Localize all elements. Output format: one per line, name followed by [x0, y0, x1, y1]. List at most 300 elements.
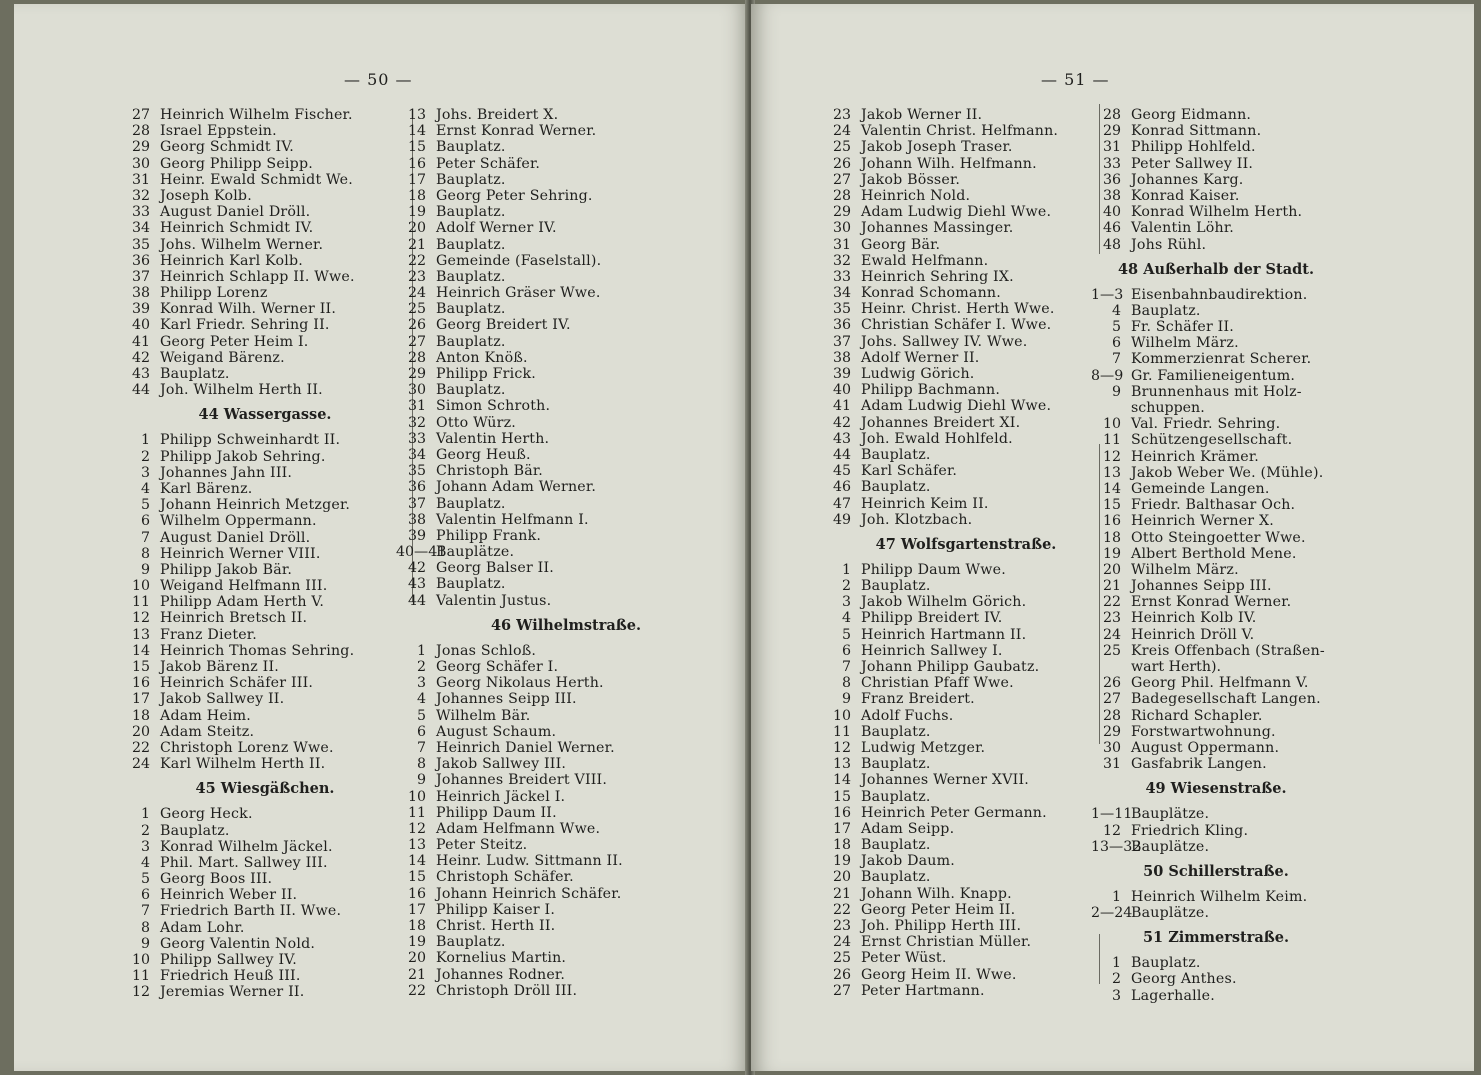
list-item [396, 576, 736, 592]
house-number: 24 [832, 123, 851, 140]
resident-name: Adam Seipp. [861, 820, 955, 837]
list-item [120, 432, 410, 448]
house-number: 32 [832, 252, 851, 269]
resident-name: Konrad Wilhelm Jäckel. [160, 838, 333, 855]
house-number: 1 [841, 561, 851, 578]
resident-name: Peter Schäfer. [436, 155, 541, 172]
house-number: 38 [1102, 187, 1121, 204]
list-item [821, 156, 1111, 172]
house-number: 27 [407, 333, 426, 350]
house-number: 5 [140, 871, 150, 888]
house-number: 23 [832, 918, 851, 934]
resident-name: Karl Bärenz. [160, 480, 253, 497]
house-number: 1—11 [1091, 806, 1133, 823]
list-item [120, 936, 410, 952]
list-item [396, 253, 736, 269]
house-number: 32 [131, 187, 150, 204]
list-item [1091, 319, 1341, 335]
resident-name: Adam Ludwig Diehl Wwe. [861, 204, 1052, 221]
list-item [120, 675, 410, 691]
resident-name: Valentin Herth. [436, 430, 550, 447]
right-column-2 [1091, 107, 1341, 1004]
list-item [396, 350, 736, 366]
resident-name: Simon Schroth. [436, 398, 551, 415]
house-number: 9 [1111, 383, 1121, 400]
list-item [1091, 905, 1341, 921]
list-item [821, 821, 1111, 837]
resident-name: Jakob Joseph Traser. [861, 139, 1013, 156]
resident-name: Ludwig Metzger. [861, 739, 986, 756]
list-item [120, 952, 410, 968]
house-number: 40—41 [396, 544, 447, 561]
house-number: 30 [131, 155, 150, 172]
list-item [396, 756, 736, 772]
list-item [1091, 107, 1341, 123]
list-item [1091, 708, 1341, 724]
list-item [120, 839, 410, 855]
resident-name: Val. Friedr. Sehring. [1131, 416, 1281, 433]
resident-name: Heinr. Ludw. Sittmann II. [436, 853, 623, 870]
list-item [821, 950, 1111, 966]
resident-name: Johann Wilh. Knapp. [861, 885, 1012, 902]
list-item [396, 415, 736, 431]
list-item [821, 479, 1111, 495]
resident-name: Philipp Hohlfeld. [1131, 139, 1256, 156]
list-item [396, 382, 736, 398]
list-item [396, 544, 736, 560]
list-item [1091, 971, 1341, 987]
resident-name: Heinrich Werner X. [1131, 513, 1274, 530]
house-number: 12 [832, 739, 851, 756]
house-number: 31 [407, 398, 426, 415]
resident-name: Bauplatz. [861, 446, 931, 463]
resident-name: Peter Hartmann. [861, 982, 985, 999]
list-item [1091, 465, 1341, 481]
house-number: 28 [1102, 707, 1121, 724]
house-number: 41 [131, 333, 150, 350]
house-number: 8 [140, 919, 150, 936]
house-number: 31 [1102, 756, 1121, 773]
resident-name: Georg Bär. [861, 236, 941, 253]
list-item [396, 772, 736, 788]
list-item [1091, 449, 1341, 465]
resident-name: Christian Pfaff Wwe. [861, 675, 1014, 692]
list-item [821, 578, 1111, 594]
list-item [821, 934, 1111, 950]
list-item [821, 691, 1111, 707]
list-item [396, 902, 736, 918]
house-number: 21 [407, 236, 426, 253]
house-number: 46 [832, 479, 851, 496]
entry-continuation: schuppen. [1131, 400, 1205, 416]
resident-name: Christoph Lorenz Wwe. [160, 739, 334, 756]
list-item [120, 708, 410, 724]
resident-name: Adam Steitz. [160, 723, 255, 740]
house-number: 35 [832, 301, 851, 318]
list-item [821, 463, 1111, 479]
resident-name: Jakob Werner II. [861, 107, 983, 123]
resident-name: Weigand Helfmann III. [160, 578, 328, 595]
resident-name: Ernst Christian Müller. [861, 934, 1032, 951]
house-number: 14 [131, 642, 150, 659]
house-number: 13 [407, 837, 426, 854]
resident-name: Bauplatz. [861, 869, 931, 886]
house-number: 33 [407, 430, 426, 447]
house-number: 4 [140, 854, 150, 871]
list-item [1091, 351, 1341, 367]
list-item [120, 350, 410, 366]
house-number: 19 [407, 934, 426, 951]
resident-name: Georg Heck. [160, 806, 253, 823]
list-item [1091, 513, 1341, 529]
house-number: 12 [131, 984, 150, 1001]
resident-name: Georg Peter Heim II. [861, 901, 1016, 918]
resident-name: Bauplätze. [1131, 905, 1210, 922]
house-number: 31 [1102, 139, 1121, 156]
resident-name: Philipp Jakob Sehring. [160, 448, 326, 465]
resident-name: Konrad Sittmann. [1131, 123, 1262, 140]
house-number: 7 [140, 903, 150, 920]
house-number: 15 [832, 788, 851, 805]
list-item [821, 269, 1111, 285]
list-item [1091, 237, 1341, 253]
house-number: 17 [832, 820, 851, 837]
resident-name: Peter Sallwey II. [1131, 155, 1254, 172]
resident-name: Joh. Ewald Hohlfeld. [861, 430, 1013, 447]
list-item [821, 188, 1111, 204]
list-item [821, 317, 1111, 333]
list-item [120, 562, 410, 578]
house-number: 14 [832, 772, 851, 789]
resident-name: Lagerhalle. [1131, 987, 1215, 1004]
house-number: 16 [407, 885, 426, 902]
house-number: 18 [832, 837, 851, 854]
resident-name: Philipp Daum II. [436, 804, 557, 821]
house-number: 5 [140, 497, 150, 514]
resident-name: Konrad Wilh. Werner II. [160, 301, 337, 318]
list-item [396, 918, 736, 934]
street-heading: 46 Wilhelmstraße. [490, 616, 642, 634]
resident-name: Franz Breidert. [861, 691, 975, 708]
list-item [396, 724, 736, 740]
house-number: 18 [1102, 529, 1121, 546]
list-item [821, 139, 1111, 155]
list-item [396, 463, 736, 479]
resident-name: August Daniel Dröll. [160, 529, 311, 546]
resident-name: Bauplatz. [436, 139, 506, 156]
resident-name: Jonas Schloß. [436, 642, 537, 659]
house-number: 10 [832, 707, 851, 724]
house-number: 42 [131, 349, 150, 366]
house-number: 18 [407, 187, 426, 204]
list-item [1091, 627, 1341, 643]
list-item [821, 659, 1111, 675]
list-item [396, 285, 736, 301]
list-item [120, 382, 410, 398]
resident-name: Bauplatz. [436, 204, 506, 221]
house-number: 39 [832, 366, 851, 382]
list-item [1091, 806, 1341, 822]
list-item [120, 578, 410, 594]
house-number: 41 [832, 398, 851, 415]
resident-name: Heinrich Schlapp II. Wwe. [160, 268, 355, 285]
house-number: 12 [1102, 448, 1121, 465]
resident-name: Georg Schmidt IV. [160, 139, 295, 156]
house-number: 4 [416, 691, 426, 708]
house-number: 22 [407, 982, 426, 999]
list-item [1091, 643, 1341, 659]
house-number: 26 [832, 155, 851, 172]
list-item [396, 366, 736, 382]
resident-name: Kornelius Martin. [436, 950, 567, 967]
resident-name: Heinrich Kolb IV. [1131, 610, 1257, 627]
house-number: 12 [1102, 822, 1121, 839]
house-number: 8 [140, 545, 150, 562]
resident-name: Valentin Christ. Helfmann. [861, 123, 1059, 140]
resident-name: Bauplatz. [436, 301, 506, 318]
resident-name: Valentin Justus. [436, 592, 552, 609]
list-item [396, 805, 736, 821]
list-item [1091, 562, 1341, 578]
resident-name: Bauplatz. [861, 788, 931, 805]
resident-name: Ludwig Görich. [861, 366, 975, 382]
left-column-2 [396, 107, 736, 999]
list-item [1091, 481, 1341, 497]
house-number: 12 [131, 610, 150, 627]
resident-name: Jakob Bärenz II. [160, 659, 279, 675]
list-item [396, 220, 736, 236]
resident-name: Bauplatz. [436, 333, 506, 350]
resident-name: Philipp Kaiser I. [436, 901, 556, 918]
list-item [1091, 740, 1341, 756]
house-number: 29 [1102, 723, 1121, 740]
resident-name: Bauplatz. [861, 479, 931, 496]
resident-name: Brunnenhaus mit Holz- [1131, 383, 1302, 400]
resident-name: Adam Ludwig Diehl Wwe. [861, 398, 1052, 415]
house-number: 3 [1111, 987, 1121, 1004]
list-item [396, 107, 736, 123]
house-number: 10 [1102, 416, 1121, 433]
house-number: 19 [832, 853, 851, 870]
resident-name: Otto Steingoetter Wwe. [1131, 529, 1306, 546]
list-item [396, 886, 736, 902]
list-item [120, 887, 410, 903]
house-number: 34 [832, 285, 851, 302]
list-item [120, 481, 410, 497]
resident-name: Philipp Frick. [436, 366, 536, 382]
resident-name: Johs. Sallwey IV. Wwe. [861, 333, 1028, 350]
house-number: 39 [407, 527, 426, 544]
list-item [396, 983, 736, 999]
list-item [1091, 546, 1341, 562]
resident-name: Georg Peter Heim I. [160, 333, 309, 350]
list-item [120, 317, 410, 333]
resident-name: Peter Steitz. [436, 837, 528, 854]
house-number: 35 [407, 463, 426, 480]
list-item [821, 740, 1111, 756]
house-number: 40 [131, 317, 150, 334]
resident-name: Peter Wüst. [861, 950, 947, 967]
list-item [821, 123, 1111, 139]
resident-name: Jakob Bösser. [861, 171, 961, 188]
list-item [1091, 756, 1341, 772]
resident-name: Heinrich Karl Kolb. [160, 252, 303, 269]
list-item [120, 107, 410, 123]
list-item [120, 643, 410, 659]
list-item [1091, 204, 1341, 220]
resident-name: Adam Helfmann Wwe. [436, 820, 601, 837]
house-number: 2—24 [1091, 905, 1133, 922]
list-item [120, 449, 410, 465]
house-number: 19 [407, 204, 426, 221]
house-number: 1 [1111, 888, 1121, 905]
list-item [1091, 610, 1341, 626]
resident-name: Joh. Klotzbach. [861, 511, 973, 528]
list-item [120, 301, 410, 317]
list-item [120, 204, 410, 220]
house-number: 25 [832, 950, 851, 967]
house-number: 18 [407, 918, 426, 934]
house-number: 1 [140, 806, 150, 823]
house-number: 14 [407, 123, 426, 140]
list-item [821, 853, 1111, 869]
page-number: — 51 — [1041, 70, 1110, 89]
house-number: 13 [407, 107, 426, 123]
list-item [396, 675, 736, 691]
resident-name: Franz Dieter. [160, 626, 257, 643]
list-item [821, 805, 1111, 821]
list-item [821, 366, 1111, 382]
resident-name: Anton Knöß. [436, 349, 528, 366]
resident-name: Georg Heuß. [436, 446, 531, 463]
house-number: 30 [832, 220, 851, 237]
list-item [396, 691, 736, 707]
resident-name: Philipp Schweinhardt II. [160, 432, 341, 449]
house-number: 10 [131, 952, 150, 968]
house-number: 2 [140, 822, 150, 839]
house-number: 25 [1102, 642, 1121, 659]
resident-name: Schützengesellschaft. [1131, 432, 1293, 449]
house-number: 33 [131, 204, 150, 221]
house-number: 11 [1102, 432, 1121, 449]
list-item [821, 496, 1111, 512]
list-item [821, 107, 1111, 123]
resident-name: Eisenbahnbaudirektion. [1131, 286, 1308, 303]
list-item [1091, 139, 1341, 155]
resident-name: Israel Eppstein. [160, 123, 277, 140]
list-item [120, 756, 410, 772]
list-item [120, 627, 410, 643]
list-item [821, 301, 1111, 317]
resident-name: Johannes Breidert XI. [861, 414, 1021, 431]
resident-name: Christoph Bär. [436, 463, 543, 480]
resident-name: Phil. Mart. Sallwey III. [160, 854, 328, 871]
resident-name: Konrad Schomann. [861, 285, 1001, 302]
resident-name: Johannes Werner XVII. [861, 772, 1029, 789]
resident-name: Georg Nikolaus Herth. [436, 675, 604, 692]
resident-name: Friedr. Balthasar Och. [1131, 497, 1296, 514]
list-item [1091, 303, 1341, 319]
resident-name: Heinrich Schäfer III. [160, 675, 314, 692]
list-item [1091, 530, 1341, 546]
resident-name: Bauplatz. [861, 723, 931, 740]
list-item [120, 253, 410, 269]
resident-name: Bauplatz. [861, 837, 931, 854]
resident-name: Bauplatz. [1131, 955, 1201, 972]
house-number: 21 [832, 885, 851, 902]
house-number: 30 [1102, 739, 1121, 756]
list-item [821, 627, 1111, 643]
house-number: 16 [832, 804, 851, 821]
house-number: 24 [1102, 626, 1121, 643]
resident-name: Philipp Breidert IV. [861, 610, 1003, 627]
resident-name: Heinrich Keim II. [861, 495, 989, 512]
house-number: 4 [1111, 302, 1121, 319]
house-number: 28 [832, 187, 851, 204]
left-page [14, 4, 749, 1071]
list-item [1091, 172, 1341, 188]
house-number: 43 [832, 430, 851, 447]
list-item [396, 237, 736, 253]
house-number: 39 [131, 301, 150, 318]
resident-name: Kreis Offenbach (Straßen- [1131, 642, 1325, 659]
list-item [1091, 156, 1341, 172]
resident-name: Bauplatz. [436, 382, 506, 399]
resident-name: August Daniel Dröll. [160, 204, 311, 221]
list-item [120, 823, 410, 839]
resident-name: August Oppermann. [1131, 739, 1280, 756]
house-number: 24 [832, 934, 851, 951]
house-number: 37 [832, 333, 851, 350]
resident-name: Joh. Philipp Herth III. [861, 918, 1022, 934]
list-item [120, 594, 410, 610]
house-number: 47 [832, 495, 851, 512]
house-number: 22 [1102, 594, 1121, 611]
resident-name: Bauplatz. [436, 236, 506, 253]
house-number: 31 [832, 236, 851, 253]
resident-name: Albert Berthold Mene. [1131, 545, 1297, 562]
resident-name: Karl Schäfer. [861, 463, 958, 480]
house-number: 11 [407, 804, 426, 821]
house-number: 38 [131, 285, 150, 302]
house-number: 13 [832, 756, 851, 773]
resident-name: Johannes Rodner. [436, 966, 566, 983]
list-item [120, 123, 410, 139]
resident-name: Johann Heinrich Metzger. [160, 497, 351, 514]
house-number: 2 [416, 659, 426, 675]
resident-name: Forstwartwohnung. [1131, 723, 1276, 740]
list-item [821, 512, 1111, 528]
house-number: 26 [1102, 675, 1121, 692]
house-number: 3 [140, 464, 150, 481]
resident-name: Heinrich Hartmann II. [861, 626, 1027, 643]
list-item [821, 382, 1111, 398]
house-number: 45 [832, 463, 851, 480]
list-item [821, 447, 1111, 463]
resident-name: Heinrich Schmidt IV. [160, 220, 314, 237]
list-item [396, 821, 736, 837]
resident-name: Badegesellschaft Langen. [1131, 691, 1321, 708]
list-item [120, 724, 410, 740]
resident-name: Karl Wilhelm Herth II. [160, 756, 326, 773]
house-number: 3 [416, 675, 426, 692]
resident-name: Wilhelm März. [1131, 335, 1239, 352]
resident-name: Wilhelm Bär. [436, 707, 531, 724]
house-number: 15 [407, 869, 426, 886]
resident-name: Philipp Sallwey IV. [160, 952, 297, 968]
house-number: 35 [131, 236, 150, 253]
house-number: 18 [131, 707, 150, 724]
